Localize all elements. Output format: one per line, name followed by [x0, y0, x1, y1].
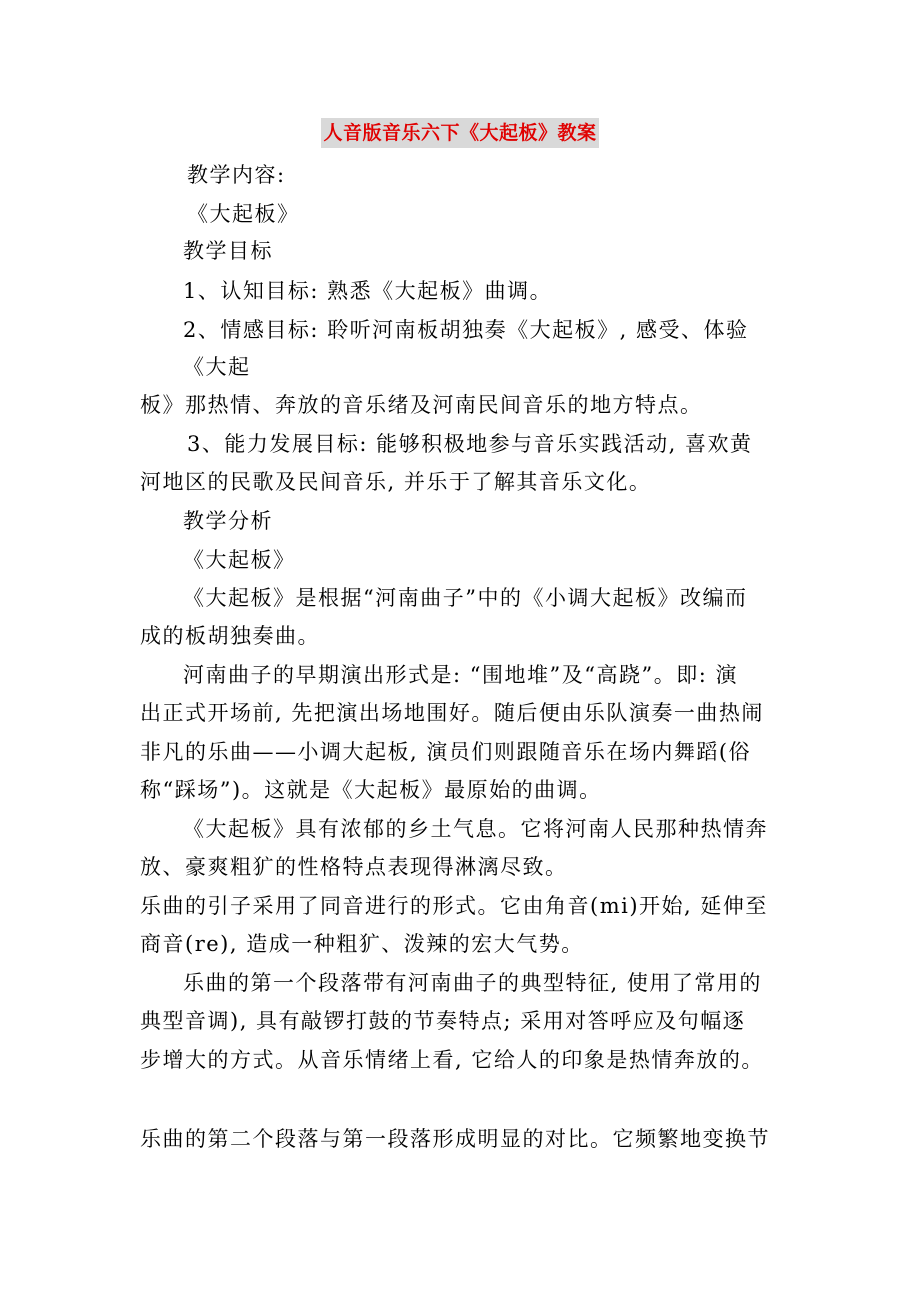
- paragraph-line: 成的板胡独奏曲。: [140, 624, 320, 648]
- paragraph-line: 板》那热情、奔放的音乐绪及河南民间音乐的地方特点。: [140, 393, 703, 417]
- paragraph-line: 商音(re), 造成一种粗犷、泼辣的宏大气势。: [140, 932, 584, 956]
- paragraph-line: 教学分析: [183, 509, 273, 533]
- paragraph-line: 《大起板》是根据“河南曲子”中的《小调大起板》改编而: [183, 586, 748, 610]
- document-title: 人音版音乐六下《大起板》教案: [321, 118, 598, 148]
- paragraph-line: 出正式开场前, 先把演出场地围好。随后便由乐队演奏一曲热闹: [140, 701, 764, 725]
- paragraph-line: 1、认知目标: 熟悉《大起板》曲调。: [183, 279, 553, 303]
- paragraph-line: 非凡的乐曲——小调大起板, 演员们则跟随音乐在场内舞蹈(俗: [140, 740, 752, 764]
- paragraph-line: 乐曲的第二个段落与第一段落形成明显的对比。它频繁地变换节: [140, 1127, 770, 1151]
- title-container: [0, 118, 920, 148]
- paragraph-line: 教学内容:: [187, 163, 286, 187]
- paragraph-line: 步增大的方式。从音乐情绪上看, 它给人的印象是热情奔放的。: [140, 1048, 764, 1072]
- paragraph-line: 河地区的民歌及民间音乐, 并乐于了解其音乐文化。: [140, 470, 652, 494]
- paragraph-line: 《大起板》: [187, 202, 300, 226]
- paragraph-line: 3、能力发展目标: 能够积极地参与音乐实践活动, 喜欢黄: [187, 432, 753, 456]
- paragraph-line: 放、豪爽粗犷的性格特点表现得淋漓尽致。: [140, 855, 568, 879]
- paragraph-line: 《大起板》: [183, 548, 296, 572]
- paragraph-line: 乐曲的引子采用了同音进行的形式。它由角音(mi)开始, 延伸至: [140, 894, 768, 918]
- paragraph-line: 教学目标: [183, 239, 273, 263]
- paragraph-line: 《大起板》具有浓郁的乡土气息。它将河南人民那种热情奔: [183, 817, 768, 841]
- paragraph-line: 河南曲子的早期演出形式是: “围地堆”及“高跷”。即: 演: [183, 663, 738, 687]
- paragraph-line: 2、情感目标: 聆听河南板胡独奏《大起板》, 感受、体验: [183, 318, 749, 342]
- paragraph-line: 典型音调), 具有敲锣打鼓的节奏特点; 采用对答呼应及句幅逐: [140, 1009, 746, 1033]
- paragraph-line: 《大起: [183, 355, 251, 379]
- paragraph-line: 称“踩场”)。这就是《大起板》最原始的曲调。: [140, 778, 602, 802]
- paragraph-line: 乐曲的第一个段落带有河南曲子的典型特征, 使用了常用的: [183, 971, 762, 995]
